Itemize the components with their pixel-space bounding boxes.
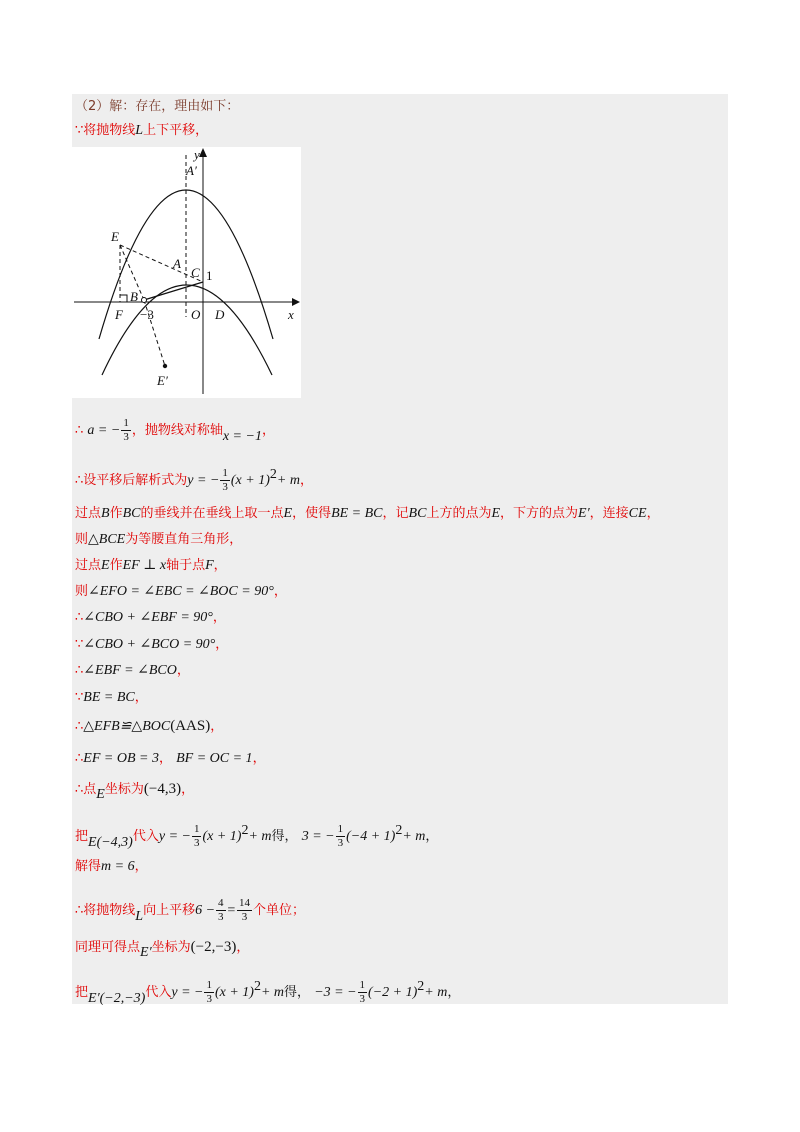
point-e-prime — [163, 364, 167, 368]
segment-bc — [144, 282, 203, 300]
line-be-bc: ∵BE = BC， — [75, 690, 148, 705]
line-e-prime-coordinate: 同理可得点E′坐标为(−2,−3)， — [75, 939, 250, 960]
label-b: B — [130, 289, 138, 304]
label-one: 1 — [206, 268, 213, 283]
line-shift-up: ∴将抛物线L向上平移6 − $\frac{4}{3}$ = $\frac{14}{3}$ 个单位； — [75, 897, 306, 924]
line-ef-perp: 过点E作EF ⊥ x轴于点F， — [75, 558, 227, 573]
label-a-prime: A′ — [186, 163, 197, 178]
line-substitute-e: 把E(−4,3)代入y = − $\frac{1}{3}$ $(x + 1)^2+ m$得， 3 = − $\frac{1}{3}$ $(-4 + 1)^2+ m$， — [75, 823, 439, 850]
line-angle-sum-1: ∴∠CBO + ∠EBF = 90°， — [75, 610, 226, 625]
fraction-one-third: $\frac{1}{3}$ — [193, 823, 200, 849]
label-e: E — [111, 229, 119, 244]
line-translated-equation: ∴设平移后解析式为y = − $\frac{1}{3}$ $(x + 1)^2+ m$， — [75, 467, 313, 493]
point-b — [142, 298, 147, 303]
line-angle-equal: ∴∠EBF = ∠BCO， — [75, 663, 190, 678]
line-right-angles: 则∠EFO = ∠EBC = ∠BOC = 90°， — [75, 584, 287, 599]
fraction-one-third: $\frac{1}{3}$ — [123, 417, 129, 443]
fraction-one-third: $\frac{1}{3}$ — [222, 467, 228, 493]
x-axis-arrow — [292, 298, 300, 306]
y-axis-arrow — [199, 148, 207, 157]
line-congruent: ∴△EFB≌△BOC(AAS)， — [75, 718, 224, 734]
label-c: C — [191, 265, 200, 280]
solution-heading: （2）解：存在，理由如下： — [75, 99, 240, 114]
fraction-one-third: $\frac{1}{3}$ — [359, 979, 366, 1005]
label-f: F — [115, 307, 123, 322]
label-a: A — [173, 256, 181, 271]
label-minus-3: −3 — [140, 307, 154, 322]
line-isosceles: 则△BCE为等腰直角三角形， — [75, 532, 243, 547]
line-angle-sum-2: ∵∠CBO + ∠BCO = 90°， — [75, 637, 229, 652]
fraction-one-third: $\frac{1}{3}$ — [337, 823, 344, 849]
line-solve-m: 解得m = 6， — [75, 859, 148, 874]
line-a-value: ∴ a = − $\frac{1}{3}$ ，抛物线对称轴x = −1， — [75, 417, 275, 444]
line-lengths: ∴EF = OB = 3， BF = OC = 1， — [75, 751, 266, 766]
line-construct-e: 过点B作BC的垂线并在垂线上取一点E，使得BE = BC，记BC上方的点为E，下方的点为E′，连接CE， — [75, 506, 660, 521]
label-d: D — [215, 307, 225, 322]
line-substitute-e-prime: 把E′(−2,−3)代入y = − $\frac{1}{3}$ $(x + 1)^2+ m$得， −3 = − $\frac{1}{3}$ $(-2 + 1)^2+ m$， — [75, 979, 461, 1006]
graph-svg — [72, 147, 301, 398]
label-x: x — [288, 307, 294, 322]
line-e-coordinate: ∴点E坐标为(−4,3)， — [75, 781, 195, 802]
label-y: y — [194, 147, 200, 162]
line-translate-parabola: ∵将抛物线L上下平移， — [75, 123, 209, 138]
fraction-fourteen-thirds: $\frac{14}{3}$ — [239, 897, 250, 923]
fraction-one-third: $\frac{1}{3}$ — [206, 979, 212, 1005]
label-e-prime: E′ — [157, 373, 168, 388]
right-angle-mark — [120, 295, 127, 302]
fraction-four-thirds: $\frac{4}{3}$ — [218, 897, 224, 923]
label-o: O — [191, 307, 201, 322]
parabola-graph — [72, 147, 301, 398]
